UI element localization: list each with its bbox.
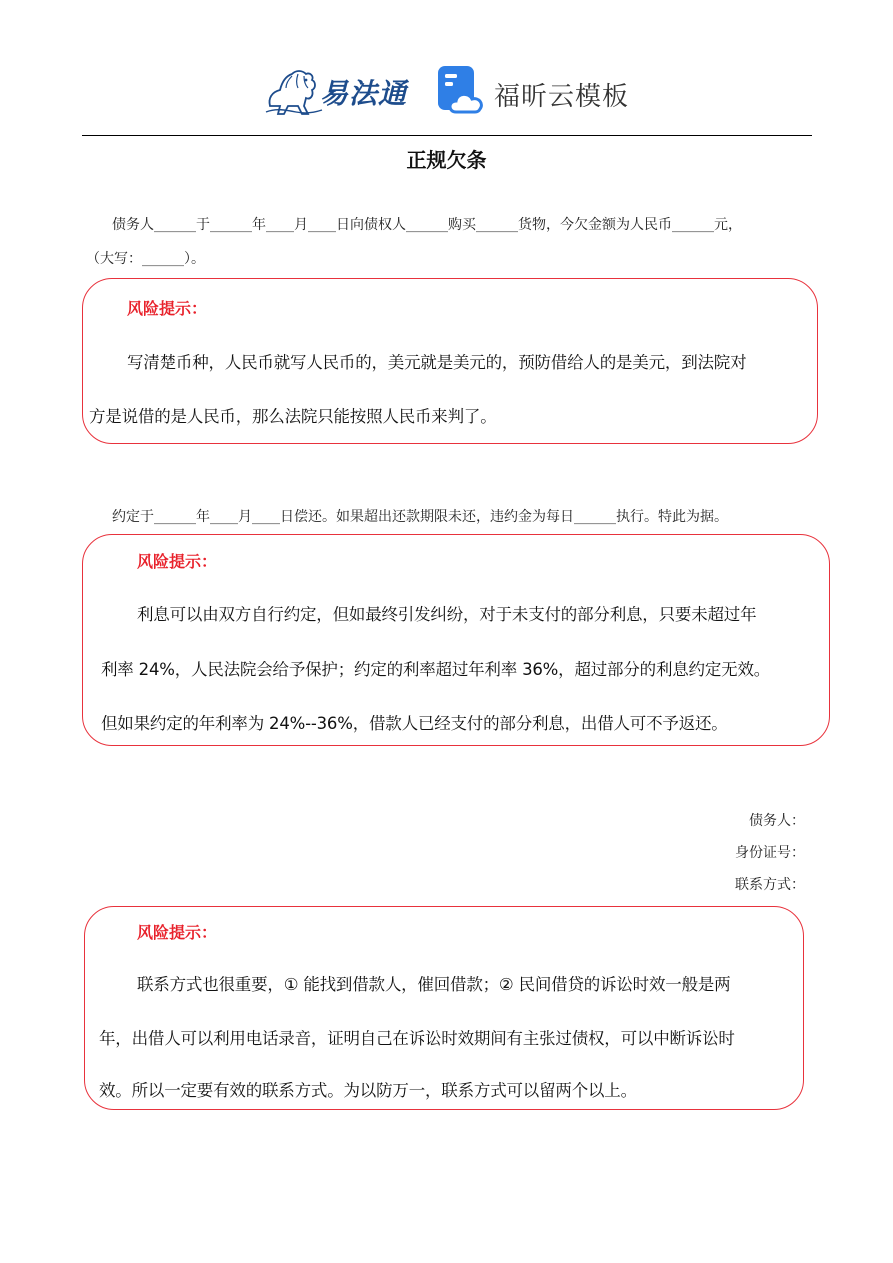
document-header xyxy=(0,58,893,124)
risk-tip-line: 利率 24%，人民法院会给予保护；约定的利率超过年利率 36%，超过部分的利息约定无效。 xyxy=(101,660,771,679)
id-number-label: 身份证号： xyxy=(735,845,805,861)
risk-tip-line: 年，出借人可以利用电话录音，证明自己在诉讼时效期间有主张过债权，可以中断诉讼时 xyxy=(99,1029,735,1048)
brand-name-foxit: 福昕云模板 xyxy=(494,82,630,112)
header-divider xyxy=(82,135,812,136)
risk-tip-line: 方是说借的是人民币，那么法院只能按照人民币来判了。 xyxy=(89,407,497,426)
document-title: 正规欠条 xyxy=(406,148,487,172)
yifatong-logo xyxy=(262,62,412,118)
repayment-paragraph: 约定于______年____月____日偿还。如果超出还款期限未还，违约金为每日______执行。特此为据。 xyxy=(112,509,728,525)
horse-emblem-icon xyxy=(262,62,324,118)
risk-tip-currency xyxy=(82,278,818,444)
brand-name-yifatong: 易法通 xyxy=(320,77,408,110)
risk-tip-interest xyxy=(82,534,830,746)
risk-tip-contact xyxy=(84,906,804,1110)
risk-tip-line: 写清楚币种，人民币就写人民币的，美元就是美元的，预防借给人的是美元，到法院对 xyxy=(127,353,747,372)
iou-paragraph-line-1: 债务人______于______年____月____日向债权人______购买______货物，今欠金额为人民币______元， xyxy=(112,217,742,233)
risk-tip-heading: 风险提示： xyxy=(137,552,218,571)
foxit-cloud-template-logo xyxy=(436,64,636,120)
risk-tip-heading: 风险提示： xyxy=(137,923,218,942)
contact-label: 联系方式： xyxy=(735,877,805,893)
risk-tip-heading: 风险提示： xyxy=(127,299,208,318)
iou-paragraph-line-2: （大写：______）。 xyxy=(86,251,205,267)
risk-tip-line: 利息可以由双方自行约定，但如最终引发纠纷，对于未支付的部分利息，只要未超过年 xyxy=(137,605,757,624)
debtor-signature-label: 债务人： xyxy=(749,813,805,829)
cloud-document-icon xyxy=(436,64,484,116)
risk-tip-line: 但如果约定的年利率为 24%--36%，借款人已经支付的部分利息，出借人可不予返还。 xyxy=(101,714,728,733)
risk-tip-line: 联系方式也很重要，① 能找到借款人，催回借款；② 民间借贷的诉讼时效一般是两 xyxy=(137,975,731,994)
risk-tip-line: 效。所以一定要有效的联系方式。为以防万一，联系方式可以留两个以上。 xyxy=(99,1081,637,1100)
